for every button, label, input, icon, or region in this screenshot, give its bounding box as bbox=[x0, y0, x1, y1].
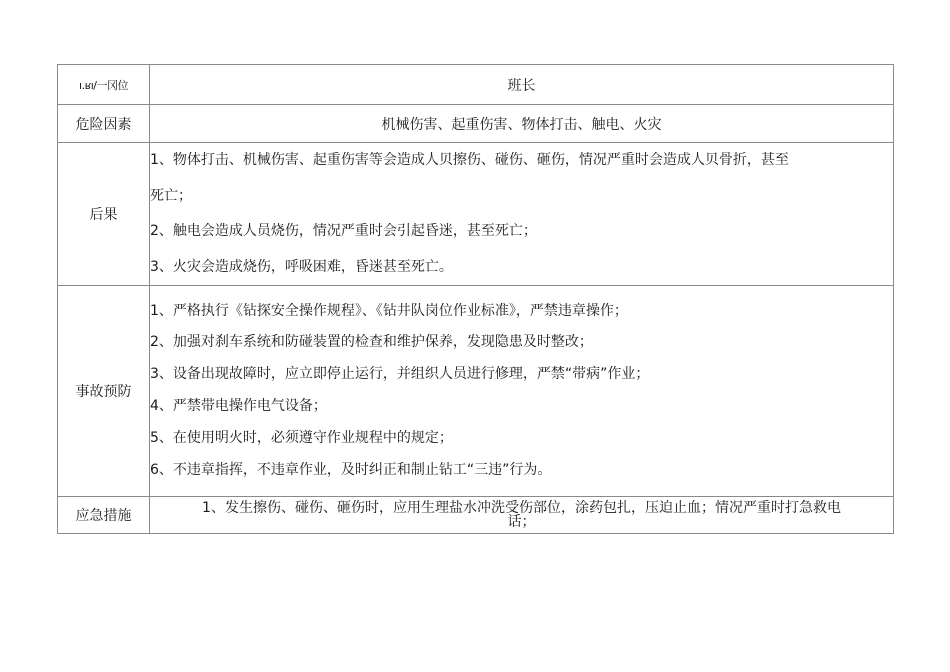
hazards-value: 机械伤害、起重伤害、物体打击、触电、火灾 bbox=[150, 105, 894, 143]
job-hazard-table bbox=[57, 64, 894, 534]
hazards-label: 危险因素 bbox=[58, 105, 150, 143]
consequences-content bbox=[150, 143, 894, 286]
consequence-line-1: 1、物体打击、机械伤害、起重伤害等会造成人贝擦伤、碰伤、砸伤，情况严重时会造成人贝骨折，甚至 bbox=[150, 152, 789, 168]
prevention-line-3: 3、设备出现故障时，应立即停止运行，并组织人员进行修理，严禁“带病”作业； bbox=[150, 366, 650, 383]
consequences-label: 后果 bbox=[58, 143, 150, 286]
prevention-line-4: 4、严禁带电操作电气设备； bbox=[150, 398, 327, 414]
position-row bbox=[58, 65, 894, 105]
prevention-line-6: 6、不违章指挥，不违章作业，及时纠正和制止钻工“三违”行为。 bbox=[150, 461, 552, 478]
emergency-content bbox=[150, 497, 894, 534]
prevention-content bbox=[150, 286, 894, 497]
prevention-line-5: 5、在使用明火时，必须遵守作业规程中的规定； bbox=[150, 429, 453, 446]
emergency-label: 应急措施 bbox=[58, 497, 150, 534]
hazards-row bbox=[58, 105, 894, 143]
prevention-row bbox=[58, 286, 894, 497]
consequence-line-3: 2、触电会造成人员烧伤，情况严重时会引起昏迷，甚至死亡； bbox=[150, 223, 537, 239]
prevention-line-2: 2、加强对刹车系统和防碰装置的检查和维护保养，发现隐患及时整改； bbox=[150, 334, 593, 351]
consequence-line-4: 3、火灾会造成烧伤，呼吸困难，昏迷甚至死亡。 bbox=[150, 258, 453, 275]
prevention-line-1: 1、严格执行《钻探安全操作规程》、《钻井队岗位作业标准》，严禁违章操作； bbox=[150, 302, 628, 319]
emergency-line-1: 1、发生擦伤、碰伤、砸伤时，应用生理盐水冲洗受伤部位，涂药包扎，压迫止血；情况严重时打急救电 bbox=[202, 500, 841, 516]
emergency-row bbox=[58, 497, 894, 534]
position-label: ı.ʁı/一冈位 bbox=[58, 65, 150, 105]
consequence-line-2: 死亡； bbox=[150, 187, 192, 204]
prevention-label: 事故预防 bbox=[58, 286, 150, 497]
position-value: 班长 bbox=[150, 65, 894, 105]
emergency-line-2: 话； bbox=[507, 514, 536, 530]
consequences-row bbox=[58, 143, 894, 286]
